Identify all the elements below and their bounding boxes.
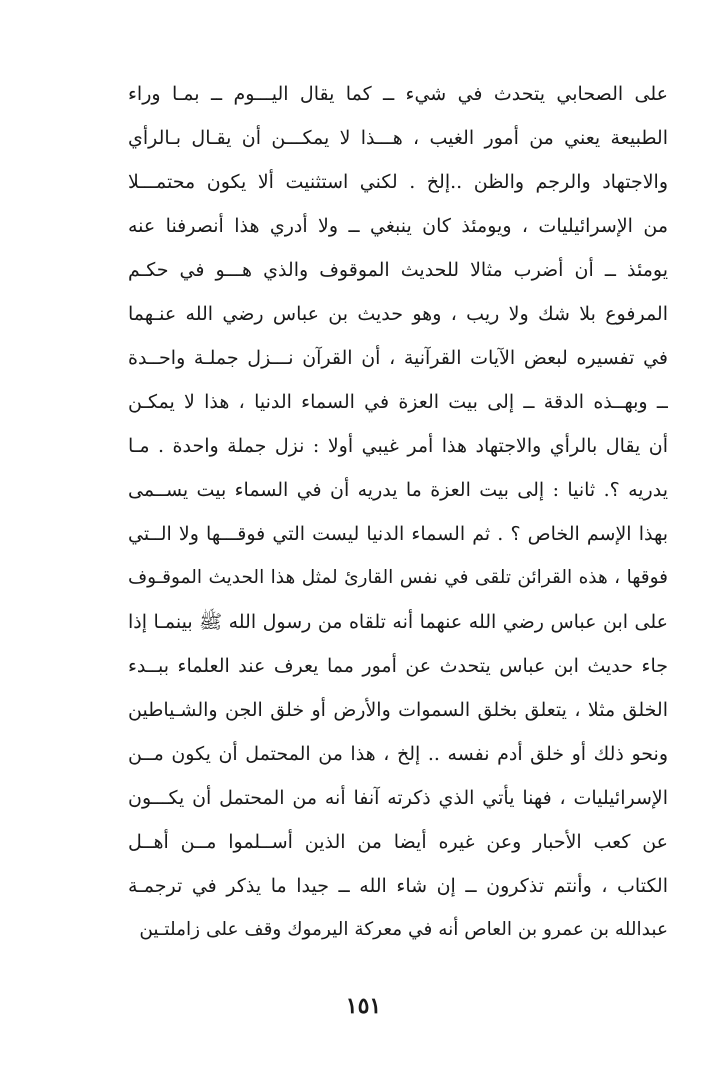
text-line: يدريه ؟. ثانيا : إلى بيت العزة ما يدريه أن في السماء بيت يســمى — [128, 479, 668, 501]
text-line: ونحو ذلك أو خلق أدم نفسه .. إلخ ، هذا من المحتمل أن يكون مــن — [128, 743, 668, 765]
text-line: على الصحابي يتحدث في شيء ــ كما يقال اليـــوم ــ بمـا وراء — [128, 83, 668, 105]
page-number: ١٥١ — [345, 993, 382, 1019]
text-line: جاء حديث ابن عباس يتحدث عن أمور مما يعرف عند العلماء ببــدء — [128, 655, 668, 677]
body-text — [128, 72, 668, 952]
text-line: أن يقال بالرأي والاجتهاد هذا أمر غيبي أولا : نزل جملة واحدة . مـا — [128, 435, 668, 457]
text-line: الطبيعة يعني من أمور الغيب ، هـــذا لا يمكـــن أن يقـال بـالرأي — [128, 127, 668, 149]
text-line: الكتاب ، وأنتم تذكرون ــ إن شاء الله ــ جيدا ما يذكر في ترجمـة — [128, 875, 668, 897]
text-line: الإسرائيليات ، فهنا يأتي الذي ذكرته آنفا أنه من المحتمل أن يكـــون — [128, 787, 668, 809]
text-line: المرفوع بلا شك ولا ريب ، وهو حديث بن عباس رضي الله عنـهما — [128, 303, 668, 325]
text-line: عبدالله بن عمرو بن العاص أنه في معركة اليرموك وقف على زاملتـين — [139, 919, 668, 940]
text-line: ــ وبهــذه الدقة ــ إلى بيت العزة في السماء الدنيا ، هذا لا يمكـن — [128, 391, 668, 413]
text-line: في تفسيره لبعض الآيات القرآنية ، أن القرآن نـــزل جملـة واحــدة — [128, 347, 668, 369]
text-line: يومئذ ــ أن أضرب مثالا للحديث الموقوف والذي هـــو في حكـم — [128, 259, 668, 281]
text-line: على ابن عباس رضي الله عنهما أنه تلقاه من رسول الله ﷺ بينمـا إذا — [128, 611, 668, 633]
text-line: فوقها ، هذه القرائن تلقى في نفس القارئ لمثل هذا الحديث الموقـوف — [128, 567, 668, 588]
text-line: من الإسرائيليات ، ويومئذ كان ينبغي ــ ولا أدري هذا أنصرفنا عنه — [128, 215, 668, 237]
text-line: والاجتهاد والرجم والظن ..إلخ . لكني استثنيت ألا يكون محتمـــلا — [128, 171, 668, 193]
text-line: بهذا الإسم الخاص ؟ . ثم السماء الدنيا ليست التي فوقـــها ولا الــتي — [128, 523, 668, 545]
text-line: عن كعب الأحبار وعن غيره أيضا من الذين أســلموا مــن أهــل — [128, 831, 668, 853]
text-line: الخلق مثلا ، يتعلق بخلق السموات والأرض أو خلق الجن والشـياطين — [128, 699, 668, 721]
